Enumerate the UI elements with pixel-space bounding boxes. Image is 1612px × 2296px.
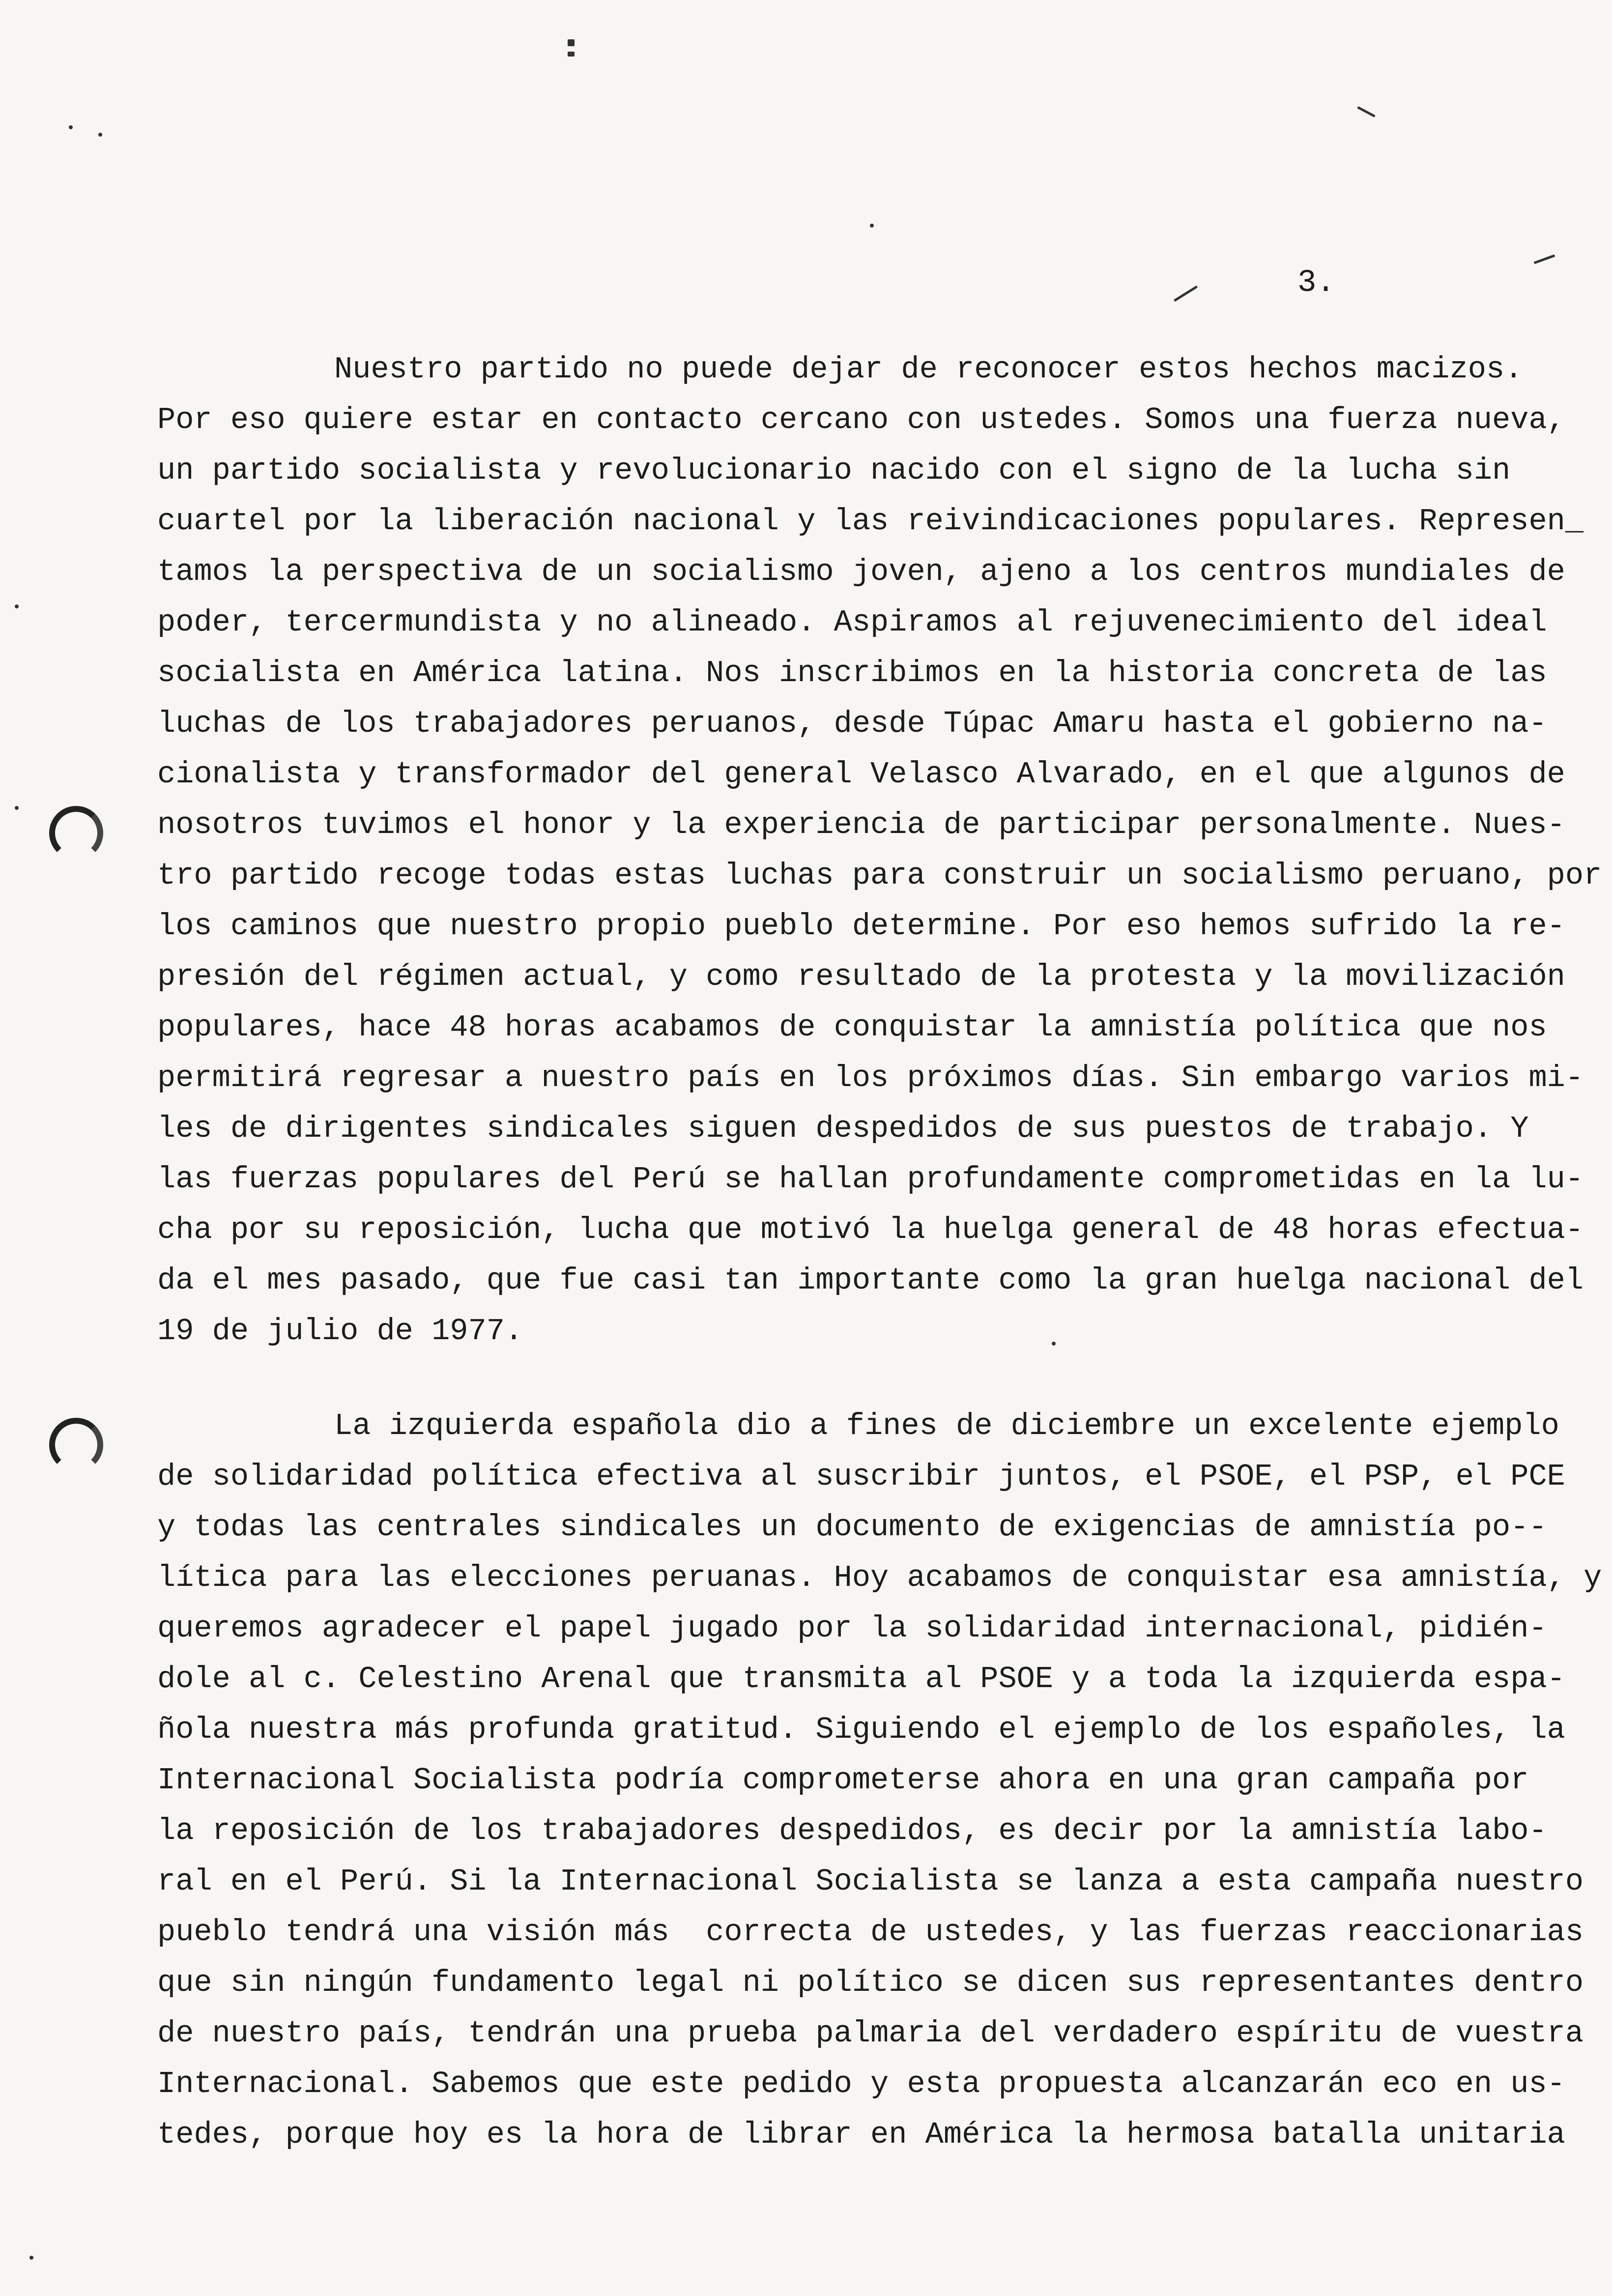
text-line: pueblo tendrá una visión más correcta de ustedes, y las fuerzas reaccionarias bbox=[157, 1915, 1584, 1950]
text-line: Por eso quiere estar en contacto cercano con ustedes. Somos una fuerza nueva, bbox=[157, 402, 1565, 437]
text-line: luchas de los trabajadores peruanos, desde Túpac Amaru hasta el gobierno na- bbox=[157, 706, 1547, 741]
text-line: socialista en América latina. Nos inscribimos en la historia concreta de las bbox=[157, 656, 1547, 690]
text-line: populares, hace 48 horas acabamos de conquistar la amnistía política que nos bbox=[157, 1010, 1547, 1045]
text-line: La izquierda española dio a fines de diciembre un excelente ejemplo bbox=[334, 1408, 1559, 1443]
text-line: un partido socialista y revolucionario nacido con el signo de la lucha sin bbox=[157, 453, 1511, 488]
paragraph-2 bbox=[157, 1401, 1602, 2160]
text-line: nosotros tuvimos el honor y la experiencia de participar personalmente. Nues- bbox=[157, 807, 1565, 842]
text-line: les de dirigentes sindicales siguen despedidos de sus puestos de trabajo. Y bbox=[157, 1111, 1529, 1146]
text-line: la reposición de los trabajadores despedidos, es decir por la amnistía labo- bbox=[157, 1813, 1547, 1848]
text-line: que sin ningún fundamento legal ni político se dicen sus representantes dentro bbox=[157, 1965, 1584, 2000]
text-line: permitirá regresar a nuestro país en los próximos días. Sin embargo varios mi- bbox=[157, 1061, 1584, 1095]
text-line: de solidaridad política efectiva al suscribir juntos, el PSOE, el PSP, el PCE bbox=[157, 1459, 1565, 1494]
text-line: presión del régimen actual, y como resultado de la protesta y la movilización bbox=[157, 959, 1565, 994]
punch-hole bbox=[49, 806, 103, 860]
text-line: tamos la perspectiva de un socialismo joven, ajeno a los centros mundiales de bbox=[157, 554, 1565, 589]
scan-mark bbox=[1534, 254, 1555, 264]
text-line: poder, tercermundista y no alineado. Aspiramos al rejuvenecimiento del ideal bbox=[157, 605, 1547, 640]
punch-hole bbox=[49, 1418, 103, 1472]
scan-speck bbox=[870, 224, 874, 228]
text-line: 19 de julio de 1977. bbox=[157, 1314, 523, 1349]
page-number: 3. bbox=[1297, 265, 1335, 301]
text-line: Nuestro partido no puede dejar de reconocer estos hechos macizos. bbox=[334, 352, 1523, 387]
scan-speck bbox=[15, 806, 19, 810]
scan-speck bbox=[98, 133, 102, 137]
text-line: cuartel por la liberación nacional y las reivindicaciones populares. Represen_ bbox=[157, 504, 1584, 539]
text-line: cionalista y transformador del general Velasco Alvarado, en el que algunos de bbox=[157, 757, 1565, 792]
scan-mark bbox=[1174, 286, 1198, 302]
text-line: las fuerzas populares del Perú se hallan profundamente comprometidas en la lu- bbox=[157, 1162, 1584, 1197]
scan-mark bbox=[568, 52, 575, 57]
scan-mark bbox=[568, 39, 575, 46]
text-line: Internacional Socialista podría comprometerse ahora en una gran campaña por bbox=[157, 1763, 1529, 1798]
text-line: lítica para las elecciones peruanas. Hoy acabamos de conquistar esa amnistía, y bbox=[157, 1560, 1602, 1595]
scan-mark bbox=[1357, 106, 1376, 117]
text-line: y todas las centrales sindicales un documento de exigencias de amnistía po-- bbox=[157, 1510, 1547, 1545]
paragraph-1 bbox=[157, 344, 1602, 1356]
text-line: dole al c. Celestino Arenal que transmita al PSOE y a toda la izquierda espa- bbox=[157, 1662, 1565, 1696]
text-line: tedes, porque hoy es la hora de librar en América la hermosa batalla unitaria bbox=[157, 2117, 1565, 2152]
text-line: da el mes pasado, que fue casi tan importante como la gran huelga nacional del bbox=[157, 1263, 1584, 1298]
text-line: los caminos que nuestro propio pueblo determine. Por eso hemos sufrido la re- bbox=[157, 909, 1565, 944]
text-line: Internacional. Sabemos que este pedido y esta propuesta alcanzarán eco en us- bbox=[157, 2066, 1565, 2101]
scan-speck bbox=[1052, 1342, 1056, 1346]
text-line: ñola nuestra más profunda gratitud. Siguiendo el ejemplo de los españoles, la bbox=[157, 1712, 1565, 1747]
text-line: de nuestro país, tendrán una prueba palmaria del verdadero espíritu de vuestra bbox=[157, 2016, 1584, 2051]
scan-speck bbox=[15, 604, 19, 608]
text-line: tro partido recoge todas estas luchas para construir un socialismo peruano, por bbox=[157, 858, 1602, 893]
text-line: queremos agradecer el papel jugado por la solidaridad internacional, pidién- bbox=[157, 1611, 1547, 1646]
scan-speck bbox=[69, 125, 73, 129]
text-line: ral en el Perú. Si la Internacional Socialista se lanza a esta campaña nuestro bbox=[157, 1864, 1584, 1899]
scan-speck bbox=[29, 2256, 33, 2260]
text-line: cha por su reposición, lucha que motivó la huelga general de 48 horas efectua- bbox=[157, 1212, 1584, 1247]
